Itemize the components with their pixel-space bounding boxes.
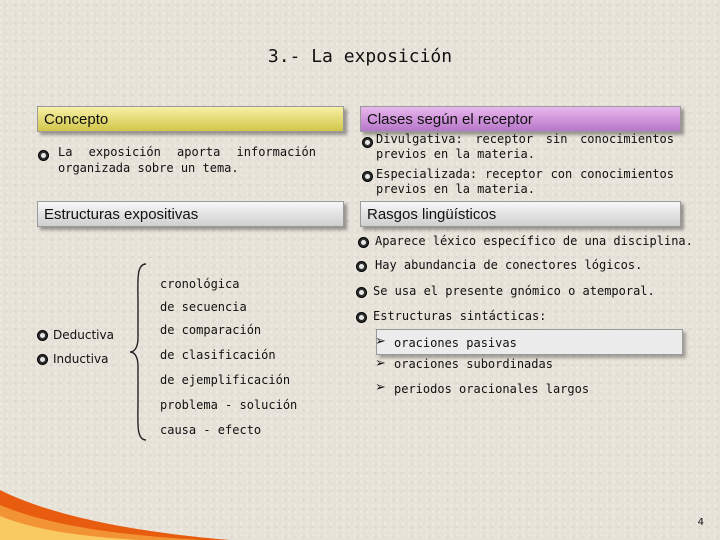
estructura-tipo-item: cronológica [160,277,240,291]
clase-especializada: Especializada: receptor con conocimientos previos en la materia. [376,167,674,196]
rasgo-item: Aparece léxico específico de una disciplina. [375,234,693,248]
bullet-icon [356,287,367,298]
slide-title: 3.- La exposición [267,46,453,67]
estructura-tipo-item: problema - solución [160,398,298,412]
page-number: 4 [697,517,704,528]
concepto-header: Concepto [37,106,344,132]
clase-divulgativa: Divulgativa: receptor sin conocimientos previos en la materia. [376,132,674,161]
bullet-icon [38,150,49,161]
estructura-tipo-item: de secuencia [160,300,247,314]
sub-item: oraciones pasivas [394,336,517,350]
bullet-icon [37,330,48,341]
sub-item: periodos oracionales largos [394,382,590,396]
rasgo-item: Hay abundancia de conectores lógicos. [375,258,643,272]
rasgo-item: Se usa el presente gnómico o atemporal. [373,284,655,298]
estructura-tipo-item: causa - efecto [160,423,262,437]
rasgo-item: Estructuras sintácticas: [373,309,547,323]
rasgos-header: Rasgos lingüísticos [360,201,681,227]
arrow-bullet-icon: ➢ [375,380,386,395]
clases-header: Clases según el receptor [360,106,681,132]
arrow-bullet-icon: ➢ [375,334,386,349]
estructura-tipo-item: de ejemplificación [160,373,291,387]
bullet-icon [358,237,369,248]
bullet-icon [356,261,367,272]
estructuras-header: Estructuras expositivas [37,201,344,227]
estructura-inductiva: Inductiva [53,352,109,366]
bullet-icon [356,312,367,323]
sub-item: oraciones subordinadas [394,357,553,371]
decorative-swoosh [0,450,230,540]
bullet-icon [37,354,48,365]
concepto-text: La exposición aporta información organizada sobre un tema. [58,145,316,175]
estructura-tipo-item: de clasificación [160,348,276,362]
arrow-bullet-icon: ➢ [375,356,386,371]
bullet-icon [362,137,373,148]
estructura-tipo-item: de comparación [160,323,262,337]
bullet-icon [362,171,373,182]
estructura-deductiva: Deductiva [53,328,114,342]
curly-brace-icon [128,262,148,442]
